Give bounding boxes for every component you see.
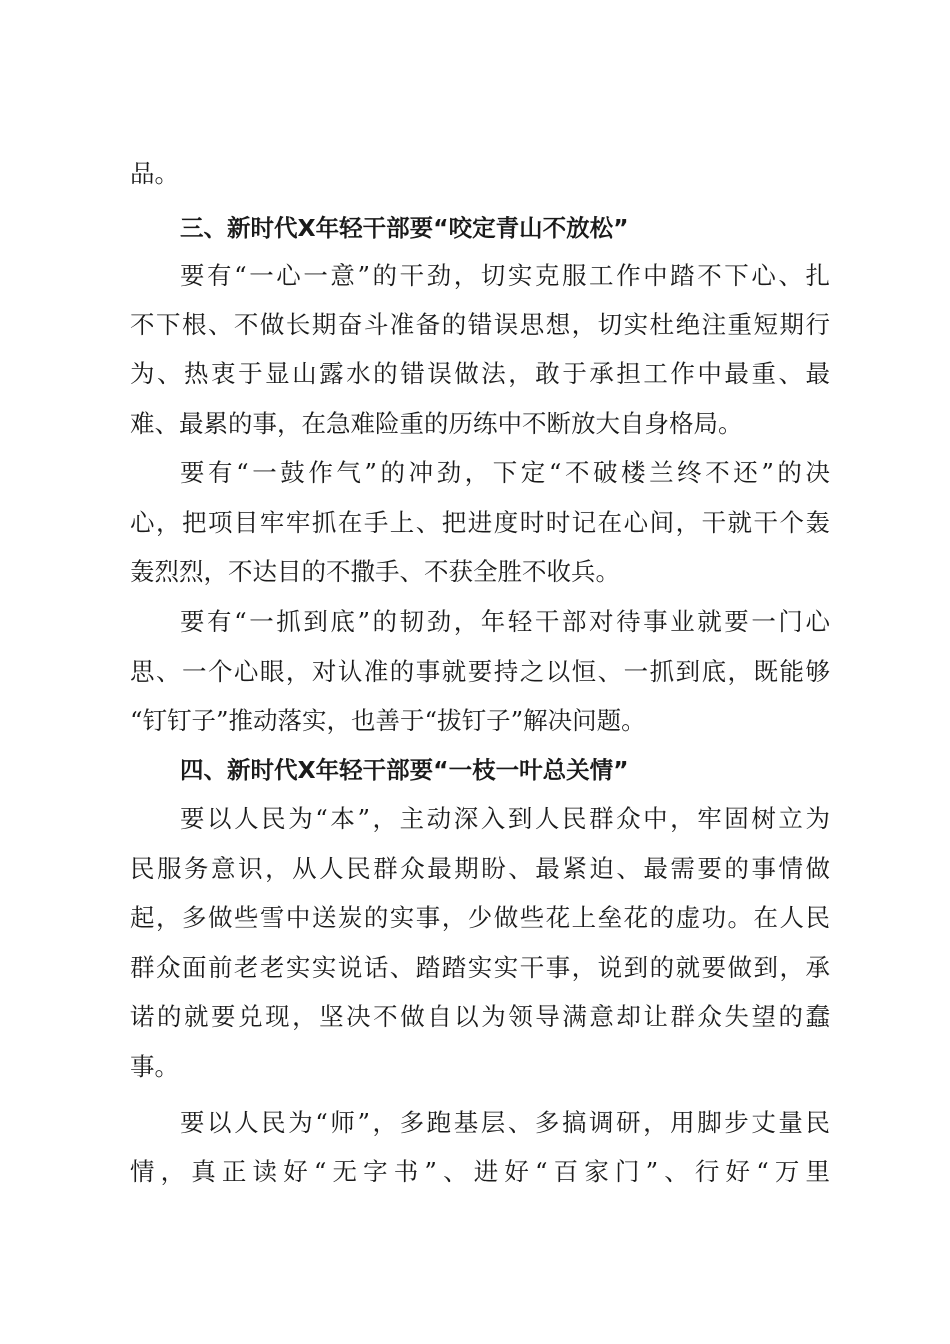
- paragraph-line: 思、一个心眼，对认准的事就要持之以恒、一抓到底，既能够: [130, 657, 830, 686]
- paragraph-line: 为、热衷于显山露水的错误做法，敢于承担工作中最重、最: [130, 359, 830, 388]
- paragraph-line: 要有“一心一意”的干劲，切实克服工作中踏不下心、扎: [180, 261, 830, 290]
- paragraph-line: 心，把项目牢牢抓在手上、把进度时时记在心间，干就干个轰: [130, 508, 830, 537]
- paragraph-end-line: 品。: [130, 159, 179, 188]
- paragraph-line: 不下根、不做长期奋斗准备的错误思想，切实杜绝注重短期行: [130, 310, 830, 339]
- paragraph-line: 起，多做些雪中送炭的实事，少做些花上垒花的虚功。在人民: [130, 903, 830, 932]
- paragraph-line: 要以人民为“师”，多跑基层、多搞调研，用脚步丈量民: [180, 1108, 830, 1137]
- paragraph-line: 要有“一抓到底”的韧劲，年轻干部对待事业就要一门心: [180, 607, 830, 636]
- section-heading-4: 四、新时代X年轻干部要“一枝一叶总关情”: [180, 756, 629, 784]
- paragraph-line: “钉钉子”推动落实，也善于“拔钉子”解决问题。: [130, 706, 646, 735]
- paragraph-line: 要以人民为“本”，主动深入到人民群众中，牢固树立为: [180, 804, 830, 833]
- paragraph-line: 诺的就要兑现，坚决不做自以为领导满意却让群众失望的蠢: [130, 1002, 830, 1031]
- paragraph-line: 情，真正读好“无字书”、进好“百家门”、行好“万里: [130, 1157, 830, 1186]
- paragraph-line: 难、最累的事，在急难险重的历练中不断放大自身格局。: [130, 409, 743, 438]
- paragraph-line: 要有“一鼓作气”的冲劲，下定“不破楼兰终不还”的决: [180, 458, 830, 487]
- paragraph-line: 事。: [130, 1052, 179, 1081]
- paragraph-line: 群众面前老老实实说话、踏踏实实干事，说到的就要做到，承: [130, 953, 830, 982]
- paragraph-line: 轰烈烈，不达目的不撒手、不获全胜不收兵。: [130, 557, 620, 586]
- paragraph-line: 民服务意识，从人民群众最期盼、最紧迫、最需要的事情做: [130, 854, 830, 883]
- section-heading-3: 三、新时代X年轻干部要“咬定青山不放松”: [180, 214, 629, 242]
